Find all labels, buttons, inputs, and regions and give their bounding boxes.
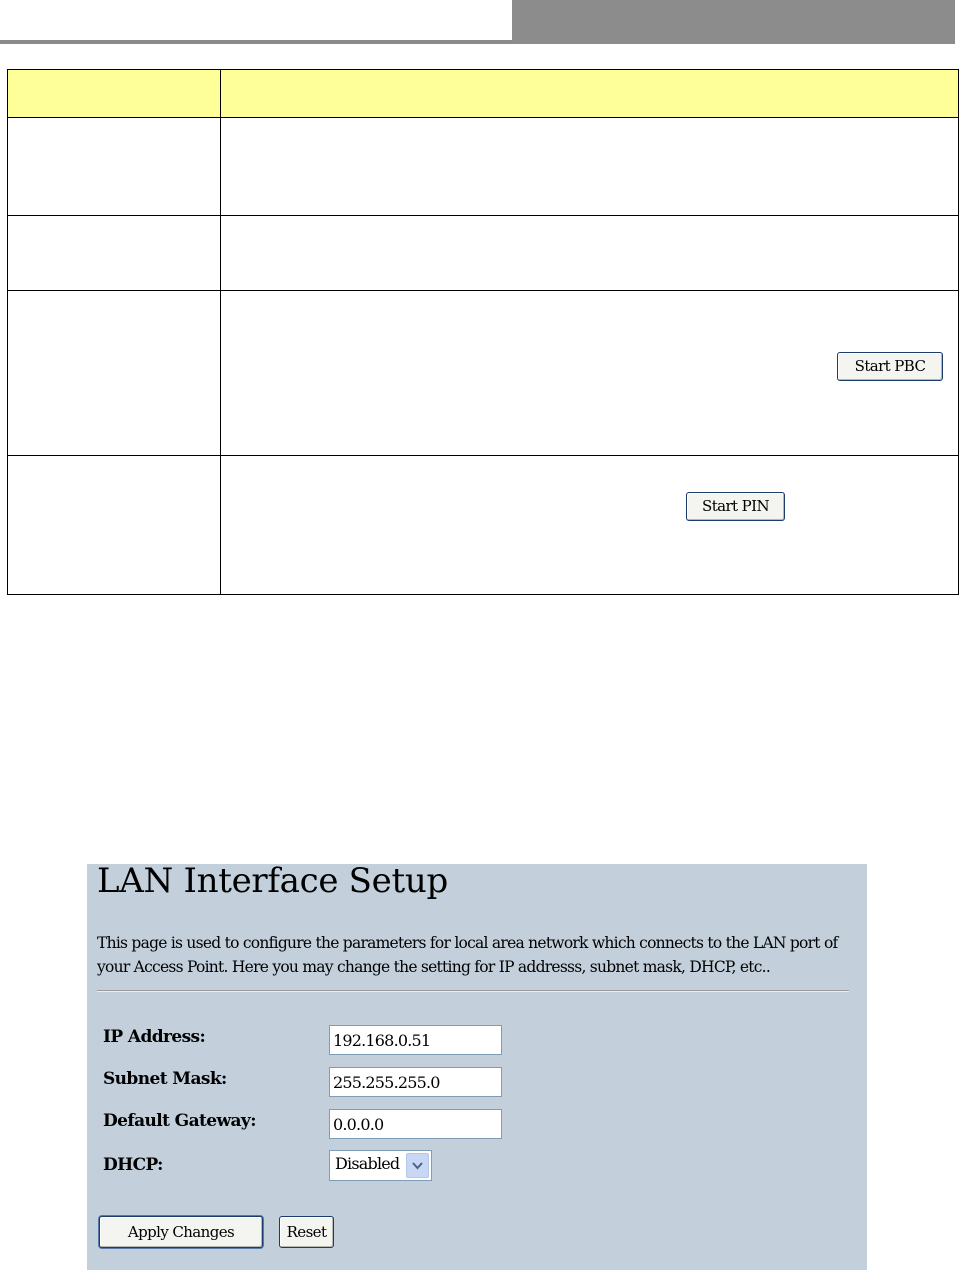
dhcp-select[interactable] bbox=[329, 1150, 432, 1181]
header-bar bbox=[512, 0, 955, 44]
table-cell-item bbox=[8, 216, 221, 291]
table-row bbox=[8, 291, 959, 456]
reset-button[interactable]: Reset bbox=[279, 1216, 334, 1248]
chevron-down-icon[interactable] bbox=[406, 1153, 429, 1178]
table-row bbox=[8, 456, 959, 595]
dhcp-selected-value: Disabled bbox=[335, 1154, 400, 1173]
apply-changes-button[interactable]: Apply Changes bbox=[99, 1216, 263, 1248]
table-cell-item bbox=[8, 118, 221, 216]
header-cell-item bbox=[8, 70, 221, 118]
table-header-row bbox=[8, 70, 959, 118]
table-cell-description bbox=[221, 118, 959, 216]
start-pbc-button[interactable]: Start PBC bbox=[837, 352, 943, 381]
table-row bbox=[8, 216, 959, 291]
subnet-mask-input[interactable] bbox=[329, 1067, 502, 1097]
default-gateway-input[interactable] bbox=[329, 1109, 502, 1139]
ip-address-label: IP Address: bbox=[103, 1027, 206, 1047]
ip-address-input[interactable] bbox=[329, 1025, 502, 1055]
table-cell-item bbox=[8, 291, 221, 456]
parameter-table bbox=[7, 69, 959, 595]
default-gateway-label: Default Gateway: bbox=[103, 1111, 256, 1131]
header-rule bbox=[0, 40, 512, 44]
page-description: This page is used to configure the parameters for local area network which connects to the LAN port of your Access Point. Here you may change the setting for IP addresss, subnet mask, DHCP, etc.. bbox=[97, 934, 838, 976]
start-pin-button[interactable]: Start PIN bbox=[686, 492, 785, 521]
table-row bbox=[8, 118, 959, 216]
table-cell-description bbox=[221, 216, 959, 291]
subnet-mask-label: Subnet Mask: bbox=[103, 1069, 227, 1089]
divider bbox=[97, 990, 849, 992]
table-cell-item bbox=[8, 456, 221, 595]
dhcp-label: DHCP: bbox=[103, 1155, 163, 1175]
page-title: LAN Interface Setup bbox=[97, 861, 448, 901]
table-cell-description bbox=[221, 291, 959, 456]
header-cell-description bbox=[221, 70, 959, 118]
lan-setup-panel bbox=[87, 861, 867, 1270]
table-cell-description bbox=[221, 456, 959, 595]
